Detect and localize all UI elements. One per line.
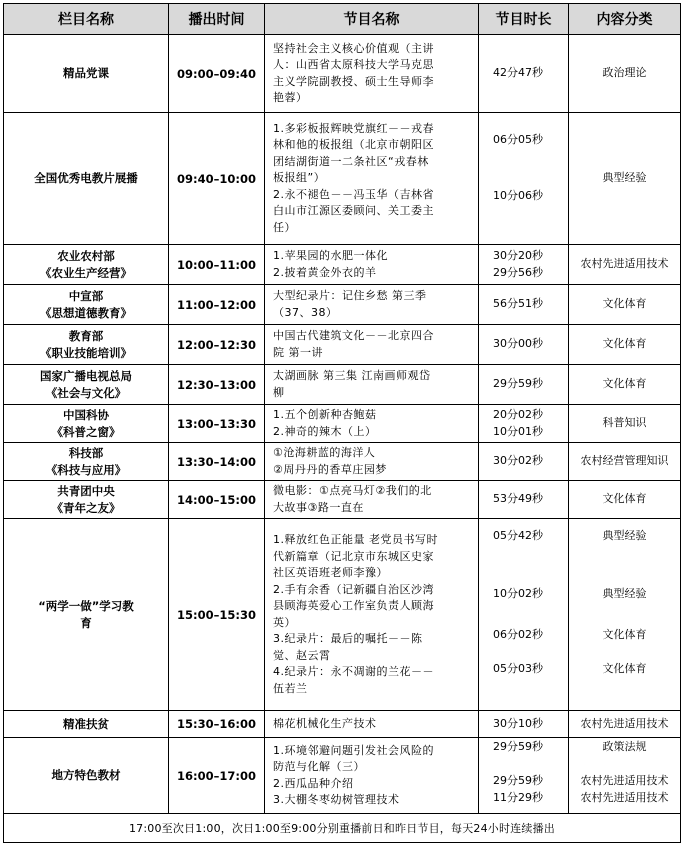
table-row: [4, 443, 681, 481]
category-cell: [569, 738, 681, 814]
program-line: 1.多彩板报辉映党旗红－－戎春: [273, 121, 434, 135]
column-name-cell: [4, 481, 169, 519]
column-name-line: 精品党课: [63, 66, 109, 80]
air-time-cell: 10:00–11:00: [169, 245, 265, 285]
program-line: 伍若兰: [273, 681, 308, 695]
duration-cell: [479, 711, 569, 738]
duration-value: 06分05秒: [493, 132, 543, 146]
category-value: 农村经营管理知识: [580, 454, 669, 468]
duration-value: 10分01秒: [493, 424, 543, 438]
air-time-cell: 13:30–14:00: [169, 443, 265, 481]
program-line: 3.纪录片：最后的嘱托－－陈: [273, 632, 423, 645]
category-cell: [569, 35, 681, 113]
category-value: 农村先进适用技术: [580, 773, 669, 787]
program-line: 4.纪录片：永不凋谢的兰花－－: [273, 665, 434, 678]
duration-value: 10分06秒: [493, 188, 543, 202]
duration-value: 05分42秒: [493, 528, 543, 542]
duration-cell: [479, 365, 569, 405]
category-cell: [569, 711, 681, 738]
program-line: 板报组”）: [273, 171, 326, 185]
duration-cell: [479, 481, 569, 519]
column-name-line: 中宣部: [68, 288, 104, 303]
category-value: 政策法规: [602, 739, 647, 753]
program-line: ①沧海耕蓝的海洋人: [273, 446, 376, 459]
table-row: [4, 711, 681, 738]
column-name-cell: [4, 325, 169, 365]
duration-value: 10分02秒: [493, 586, 543, 600]
category-value: 典型经验: [602, 528, 647, 542]
program-name-cell: [265, 519, 479, 711]
program-line: 防范与化解（三）: [273, 760, 365, 773]
program-line: 3.大棚冬枣幼树管理技术: [273, 793, 400, 806]
header-duration: 节目时长: [479, 4, 569, 35]
column-name-line: 《农业生产经营》: [40, 265, 132, 280]
header-air-time: 播出时间: [169, 4, 265, 35]
program-line: 中国古代建筑文化－－北京四合: [273, 329, 434, 342]
program-line: 棉花机械化生产技术: [273, 716, 377, 730]
column-name-cell: [4, 285, 169, 325]
program-name-cell: [265, 365, 479, 405]
air-time-cell: 11:00–12:00: [169, 285, 265, 325]
column-name-cell: [4, 113, 169, 245]
duration-value: 06分02秒: [493, 627, 543, 641]
program-line: 1.释放红色正能量 老党员书写时: [273, 533, 438, 546]
duration-cell: [479, 738, 569, 814]
program-name-cell: [265, 405, 479, 443]
category-value: 文化体育: [602, 377, 647, 391]
table-row: [4, 405, 681, 443]
air-time-cell: 12:00–12:30: [169, 325, 265, 365]
column-name-line: 共青团中央: [57, 483, 115, 498]
category-value: 典型经验: [602, 586, 647, 600]
footer-row: [4, 814, 681, 843]
program-name-cell: [265, 245, 479, 285]
duration-value: 56分51秒: [493, 297, 543, 311]
column-name-line: 《青年之友》: [51, 500, 121, 515]
column-name-cell: [4, 738, 169, 814]
program-name-cell: [265, 285, 479, 325]
column-name-line: 科技部: [68, 445, 104, 460]
column-name-line: 中国科协: [63, 407, 109, 422]
program-line: 微电影：①点亮马灯②我们的北: [273, 484, 432, 497]
air-time-cell: 12:30–13:00: [169, 365, 265, 405]
duration-value: 20分02秒: [493, 408, 543, 421]
column-name-line: 全国优秀电教片展播: [34, 171, 138, 185]
duration-cell: [479, 245, 569, 285]
table-row: [4, 481, 681, 519]
column-name-line: 《科技与应用》: [45, 462, 127, 477]
column-name-cell: [4, 443, 169, 481]
category-cell: [569, 325, 681, 365]
column-name-line: 农业农村部: [57, 248, 115, 263]
category-value: 文化体育: [602, 297, 647, 311]
duration-value: 11分29秒: [493, 790, 543, 804]
program-line: 大型纪录片：记住乡愁 第三季: [273, 289, 427, 302]
duration-cell: [479, 405, 569, 443]
duration-cell: [479, 285, 569, 325]
header-program-name: 节目名称: [265, 4, 479, 35]
column-name-cell: [4, 365, 169, 405]
air-time-cell: 09:00–09:40: [169, 35, 265, 113]
air-time-cell: 14:00–15:00: [169, 481, 265, 519]
program-name-cell: [265, 443, 479, 481]
column-name-line: 精准扶贫: [63, 716, 109, 731]
duration-value: 42分47秒: [493, 66, 543, 80]
header-column-name: 栏目名称: [4, 4, 169, 35]
program-line: 团结湖街道一二条社区“戎春林: [273, 154, 429, 168]
table-row: [4, 245, 681, 285]
program-line: ②周丹丹的香草庄园梦: [273, 462, 387, 476]
header-row: [4, 4, 681, 35]
header-category: 内容分类: [569, 4, 681, 35]
category-value: 政治理论: [602, 66, 647, 80]
program-line: 县顾海英爱心工作室负责人顾海: [273, 599, 434, 612]
program-name-cell: [265, 325, 479, 365]
program-line: 2.披着黄金外衣的羊: [273, 265, 377, 279]
category-cell: [569, 365, 681, 405]
table-row: [4, 285, 681, 325]
air-time-cell: 16:00–17:00: [169, 738, 265, 814]
column-name-line: 《职业技能培训》: [40, 345, 132, 360]
duration-value: 53分49秒: [493, 492, 543, 506]
column-name-cell: [4, 405, 169, 443]
program-line: 林和他的板报组（北京市朝阳区: [273, 138, 434, 152]
column-name-line: 地方特色教材: [51, 768, 121, 782]
category-cell: [569, 443, 681, 481]
program-name-cell: [265, 113, 479, 245]
column-name-line: 育: [80, 615, 92, 630]
air-time-cell: 15:00–15:30: [169, 519, 265, 711]
column-name-line: 《社会与文化》: [45, 385, 127, 400]
program-line: 白山市江源区委顾问、关工委主: [273, 204, 434, 218]
table-row: [4, 738, 681, 814]
column-name-cell: [4, 519, 169, 711]
table-row: [4, 519, 681, 711]
program-line: 2.手有余香（记新疆自治区沙湾: [273, 582, 434, 596]
duration-value: 30分20秒: [493, 249, 543, 262]
footer-note: 17:00至次日1:00，次日1:00至9:00分别重播前日和昨日节目，每天24小时连续播出: [4, 814, 681, 843]
program-line: 觉、赵云霄: [273, 648, 331, 662]
program-line: 2.西瓜品种介绍: [273, 776, 354, 790]
program-line: 1.五个创新种杏鲍菇: [273, 408, 377, 421]
duration-cell: [479, 113, 569, 245]
duration-value: 30分02秒: [493, 454, 543, 468]
category-cell: [569, 519, 681, 711]
duration-cell: [479, 325, 569, 365]
table-row: [4, 365, 681, 405]
program-line: 坚持社会主义核心价值观（主讲: [273, 41, 434, 55]
category-value: 文化体育: [602, 661, 647, 675]
column-name-cell: [4, 35, 169, 113]
category-value: 农村先进适用技术: [580, 257, 669, 271]
air-time-cell: 15:30–16:00: [169, 711, 265, 738]
program-line: 社区英语班老师李豫）: [273, 566, 388, 579]
program-line: 太湖画脉 第三集 江南画师观岱: [273, 369, 431, 382]
duration-value: 29分56秒: [493, 265, 543, 279]
program-line: （37、38）: [273, 305, 338, 319]
program-line: 2.神奇的辣木（上）: [273, 424, 377, 438]
schedule-table: [3, 3, 681, 843]
category-value: 文化体育: [602, 337, 647, 351]
column-name-line: 国家广播电视总局: [40, 368, 132, 383]
category-value: 典型经验: [602, 171, 647, 185]
category-value: 农村先进适用技术: [580, 716, 669, 730]
duration-value: 05分03秒: [493, 661, 543, 675]
program-name-cell: [265, 711, 479, 738]
program-name-cell: [265, 738, 479, 814]
duration-value: 29分59秒: [493, 773, 543, 787]
category-cell: [569, 285, 681, 325]
category-value: 农村先进适用技术: [580, 790, 669, 804]
column-name-line: “两学一做”学习教: [38, 598, 134, 613]
table-row: [4, 35, 681, 113]
duration-value: 29分59秒: [493, 377, 543, 391]
column-name-line: 教育部: [68, 328, 104, 343]
category-cell: [569, 245, 681, 285]
duration-value: 30分00秒: [493, 337, 543, 351]
program-name-cell: [265, 35, 479, 113]
category-cell: [569, 405, 681, 443]
category-value: 科普知识: [602, 416, 647, 430]
category-value: 文化体育: [602, 492, 647, 506]
column-name-line: 《科普之窗》: [51, 424, 121, 439]
duration-value: 29分59秒: [493, 739, 543, 753]
program-line: 代新篇章（记北京市东城区史家: [273, 549, 434, 563]
program-line: 大故事③路一直在: [273, 500, 364, 514]
column-name-line: 《思想道德教育》: [40, 305, 132, 320]
air-time-cell: 13:00–13:30: [169, 405, 265, 443]
program-line: 院 第一讲: [273, 345, 323, 359]
program-line: 艳蓉）: [273, 91, 308, 104]
duration-value: 30分10秒: [493, 716, 543, 730]
program-line: 2.永不褪色－－冯玉华（吉林省: [273, 187, 434, 201]
program-line: 主义学院副教授、硕士生导师李: [273, 74, 434, 88]
program-line: 人：山西省太原科技大学马克思: [273, 58, 434, 71]
column-name-cell: [4, 245, 169, 285]
column-name-cell: [4, 711, 169, 738]
category-value: 文化体育: [602, 627, 647, 641]
duration-cell: [479, 519, 569, 711]
program-line: 1.环境邻避问题引发社会风险的: [273, 743, 434, 757]
duration-cell: [479, 35, 569, 113]
category-cell: [569, 481, 681, 519]
table-row: [4, 113, 681, 245]
program-line: 柳: [273, 385, 285, 399]
category-cell: [569, 113, 681, 245]
program-line: 1.苹果园的水肥一体化: [273, 249, 388, 262]
duration-cell: [479, 443, 569, 481]
program-line: 英）: [273, 615, 296, 629]
program-line: 任）: [273, 220, 296, 234]
program-name-cell: [265, 481, 479, 519]
table-row: [4, 325, 681, 365]
air-time-cell: 09:40–10:00: [169, 113, 265, 245]
